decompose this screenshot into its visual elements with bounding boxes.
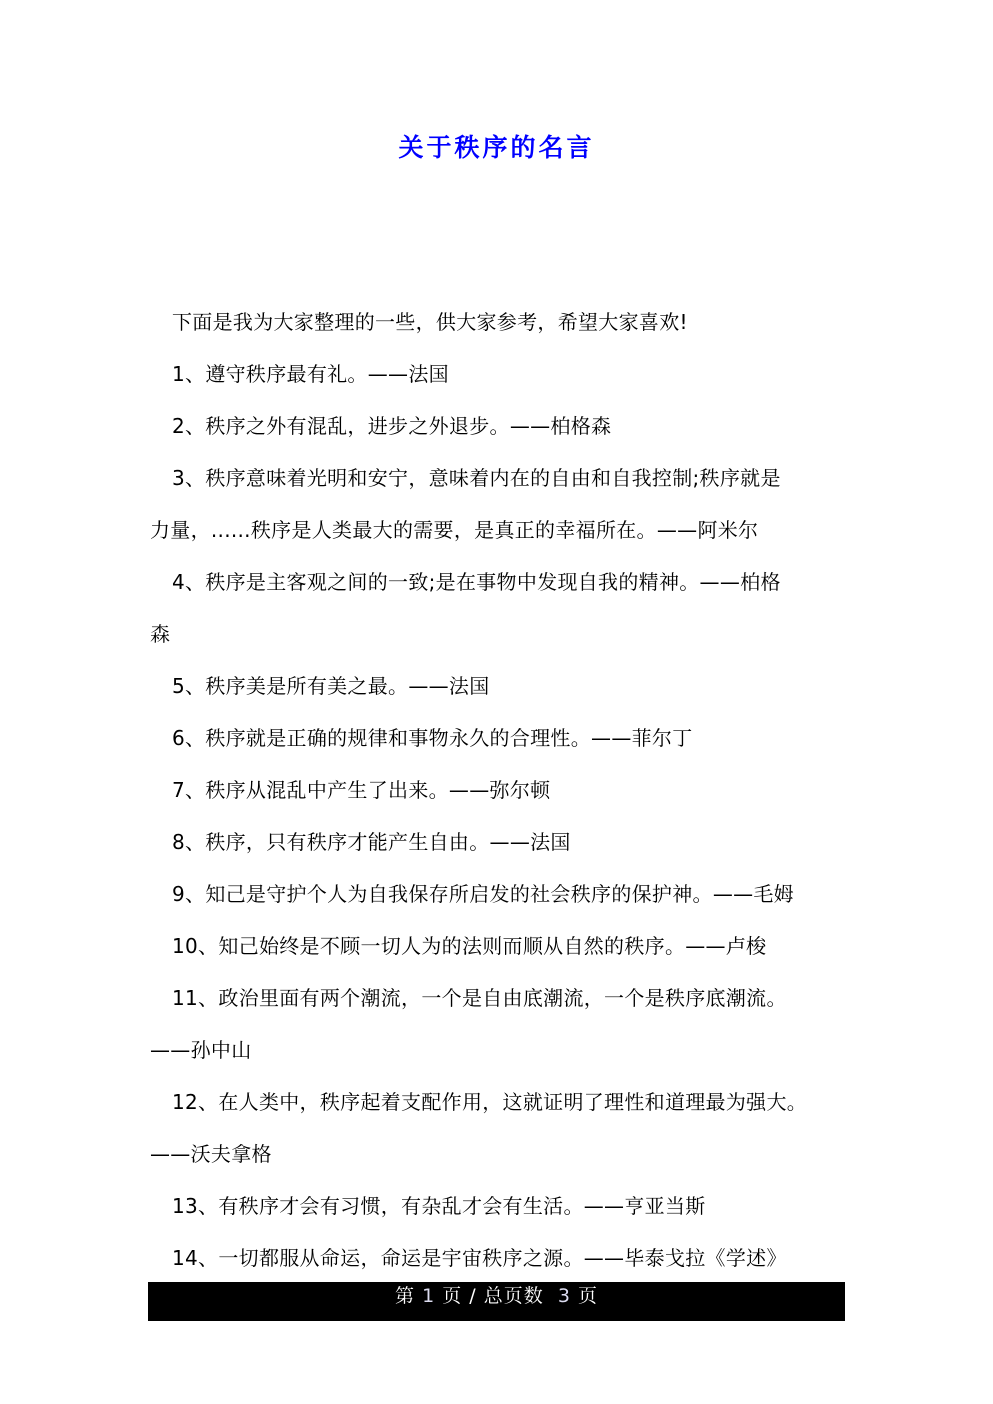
quote-text: 2、秩序之外有混乱，进步之外退步。——柏格森 bbox=[172, 414, 612, 438]
quote-8 bbox=[150, 816, 850, 868]
quote-text: 9、知己是守护个人为自我保存所启发的社会秩序的保护神。——毛姆 bbox=[172, 882, 795, 906]
page-counter bbox=[148, 1283, 845, 1309]
quote-1 bbox=[150, 348, 850, 400]
quote-text: 10、知己始终是不顾一切人为的法则而顺从自然的秩序。——卢梭 bbox=[172, 934, 767, 958]
quote-7 bbox=[150, 764, 850, 816]
quote-text: 4、秩序是主客观之间的一致;是在事物中发现自我的精神。——柏格 bbox=[172, 570, 781, 594]
page-prefix: 第 bbox=[395, 1285, 416, 1307]
quote-9 bbox=[150, 868, 850, 920]
quote-11 bbox=[150, 972, 850, 1076]
quote-text: 6、秩序就是正确的规律和事物永久的合理性。——菲尔丁 bbox=[172, 726, 693, 750]
quote-5 bbox=[150, 660, 850, 712]
quote-text: 3、秩序意味着光明和安宁，意味着内在的自由和自我控制;秩序就是 bbox=[172, 466, 781, 490]
quote-continuation: ——孙中山 bbox=[150, 1038, 252, 1062]
quote-4 bbox=[150, 556, 850, 660]
quote-continuation: ——沃夫拿格 bbox=[150, 1142, 272, 1166]
quote-2 bbox=[150, 400, 850, 452]
quote-text: 7、秩序从混乱中产生了出来。——弥尔顿 bbox=[172, 778, 551, 802]
quote-12 bbox=[150, 1076, 850, 1180]
page-suffix: 页 bbox=[577, 1285, 598, 1307]
quote-6 bbox=[150, 712, 850, 764]
intro-paragraph: 下面是我为大家整理的一些，供大家参考，希望大家喜欢! bbox=[172, 310, 688, 334]
quote-14 bbox=[150, 1232, 850, 1284]
quote-text: 5、秩序美是所有美之最。——法国 bbox=[172, 674, 490, 698]
document-body bbox=[150, 296, 850, 1284]
total-pages-number: 3 bbox=[557, 1285, 571, 1307]
quote-continuation: 森 bbox=[150, 622, 171, 646]
page-mid-label: 页 / 总页数 bbox=[442, 1285, 544, 1307]
quote-text: 1、遵守秩序最有礼。——法国 bbox=[172, 362, 449, 386]
quote-text: 8、秩序，只有秩序才能产生自由。——法国 bbox=[172, 830, 571, 854]
quote-continuation: 力量，......秩序是人类最大的需要，是真正的幸福所在。——阿米尔 bbox=[150, 518, 759, 542]
quote-13 bbox=[150, 1180, 850, 1232]
document-title: 关于秩序的名言 bbox=[398, 133, 595, 162]
current-page-number: 1 bbox=[422, 1285, 436, 1307]
quote-text: 12、在人类中，秩序起着支配作用，这就证明了理性和道理最为强大。 bbox=[172, 1090, 808, 1114]
quote-text: 11、政治里面有两个潮流，一个是自由底潮流，一个是秩序底潮流。 bbox=[172, 986, 787, 1010]
quote-3 bbox=[150, 452, 850, 556]
quote-text: 14、一切都服从命运，命运是宇宙秩序之源。——毕泰戈拉《学述》 bbox=[172, 1246, 787, 1270]
quote-text: 13、有秩序才会有习惯，有杂乱才会有生活。——亨亚当斯 bbox=[172, 1194, 706, 1218]
page-footer-bar bbox=[148, 1282, 845, 1321]
quote-10 bbox=[150, 920, 850, 972]
